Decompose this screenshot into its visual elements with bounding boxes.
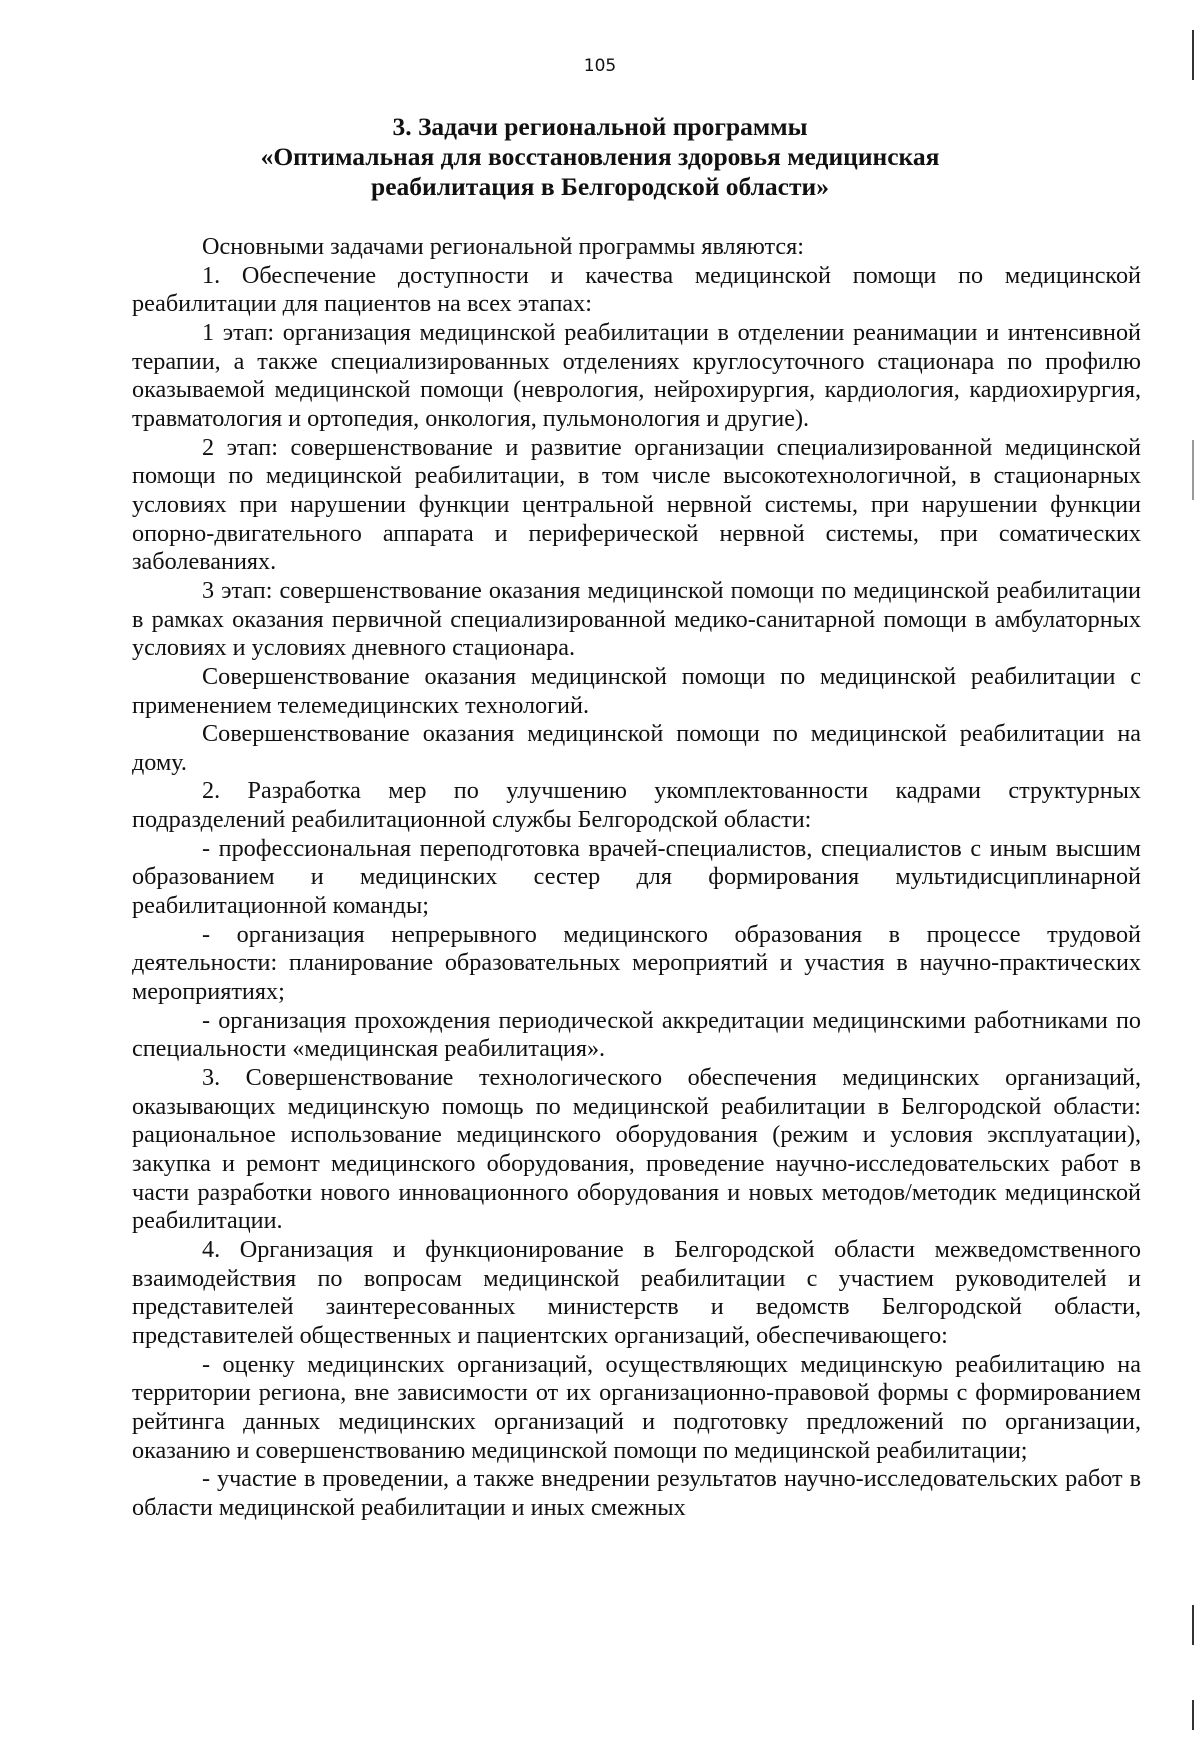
scan-edge-mark — [1192, 1700, 1194, 1730]
paragraph-telemedicine: Совершенствование оказания медицинской помощи по медицинской реабилитации с применением телемедицинских технологий. — [132, 662, 1141, 719]
list-item-retraining: - профессиональная переподготовка врачей-специалистов, специалистов с иным высшим образованием и медицинских сестер для формирования мультидисциплинарной реабилитационной команды; — [132, 834, 1141, 920]
scan-edge-mark — [1192, 440, 1194, 500]
paragraph-home-care: Совершенствование оказания медицинской помощи по медицинской реабилитации на дому. — [132, 720, 1141, 776]
paragraph-intro: Основными задачами региональной программы являются: — [202, 233, 804, 260]
paragraph-task-3: 3. Совершенствование технологического обеспечения медицинских организаций, оказывающих медицинскую помощь по медицинской реабилитации в Белгородской области: рациональное использование медицинского оборудования (режим и условия эксплуатации), закупка и ремонт медицинского оборудования, проведение научно-исследовательских работ в части разработки нового инновационного оборудования и новых методов/методик медицинской реабилитации. — [132, 1064, 1141, 1235]
paragraph-task-1: 1. Обеспечение доступности и качества медицинской помощи по медицинской реабилитации для пациентов на всех этапах: — [132, 261, 1141, 318]
heading-line-3: реабилитация в Белгородской области» — [371, 172, 829, 201]
paragraph-stage-2: 2 этап: совершенствование и развитие организации специализированной медицинской помощи по медицинской реабилитации, в том числе высокотехнологичной, в стационарных условиях при нарушении функции центральной нервной системы, при нарушении функции опорно-двигательного аппарата и периферической нервной системы, при соматических заболеваниях. — [132, 433, 1141, 576]
list-item-research: - участие в проведении, а также внедрении результатов научно-исследовательских работ в области медицинской реабилитации и иных смежных — [132, 1465, 1141, 1521]
paragraph-stage-1: 1 этап: организация медицинской реабилитации в отделении реанимации и интенсивной терапии, а также специализированных отделениях круглосуточного стационара по профилю оказываемой медицинской помощи (неврология, нейрохирургия, кардиология, кардиохирургия, травматология и ортопедия, онкология, пульмонология и другие). — [132, 318, 1141, 432]
scan-edge-mark — [1192, 30, 1194, 80]
heading-line-2: «Оптимальная для восстановления здоровья медицинская — [260, 142, 940, 171]
list-item-accreditation: - организация прохождения периодической аккредитации медицинскими работниками по специальности «медицинская реабилитация». — [132, 1006, 1141, 1063]
list-item-assessment: - оценку медицинских организаций, осуществляющих медицинскую реабилитацию на территории региона, вне зависимости от их организационно-правовой формы с формированием рейтинга данных медицинских организаций и подготовку предложений по организации, оказанию и совершенствованию медицинской помощи по медицинской реабилитации; — [132, 1350, 1141, 1464]
page-number: 105 — [583, 56, 617, 76]
section-heading — [180, 112, 1020, 202]
heading-line-1: 3. Задачи региональной программы — [392, 112, 808, 141]
paragraph-stage-3: 3 этап: совершенствование оказания медицинской помощи по медицинской реабилитации в рамках оказания первичной специализированной медико-санитарной помощи в амбулаторных условиях и условиях дневного стационара. — [132, 576, 1141, 662]
paragraph-task-2: 2. Разработка мер по улучшению укомплектованности кадрами структурных подразделений реабилитационной службы Белгородской области: — [132, 777, 1141, 834]
paragraph-task-4: 4. Организация и функционирование в Белгородской области межведомственного взаимодействия по вопросам медицинской реабилитации с участием руководителей и представителей заинтересованных министерств и ведомств Белгородской области, представителей общественных и пациентских организаций, обеспечивающего: — [132, 1235, 1141, 1349]
scan-edge-mark — [1192, 1605, 1194, 1645]
body-text — [132, 233, 1141, 1523]
list-item-continuing-education: - организация непрерывного медицинского образования в процессе трудовой деятельности: планирование образовательных мероприятий и участия в научно-практических мероприятиях; — [132, 920, 1141, 1006]
